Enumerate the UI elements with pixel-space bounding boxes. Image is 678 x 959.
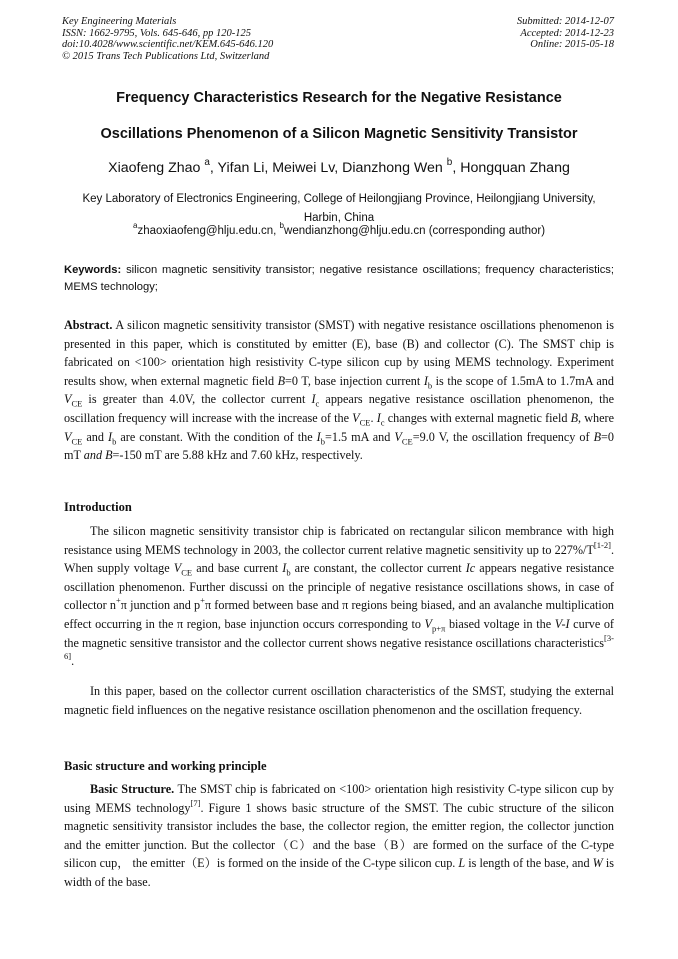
sub-p-pi: p+π bbox=[431, 623, 446, 634]
basic-text: . Figure 1 shows basic structure of the SMST. The cubic structure of the silicon magnetic sensitivity transistor includes the base, the collector region, the emitter region, the collector junction and the emitter junction. But the collector（C）and the base（B）are formed on the surface of the C-type silicon cup， the emitter（E）is formed on the inside of the C-type silicon cup. bbox=[64, 800, 614, 871]
var-Ic: Ic bbox=[465, 561, 476, 576]
email-b-sup: b bbox=[279, 221, 285, 231]
doi-line: doi:10.4028/www.scientific.net/KEM.645-646.120 bbox=[62, 39, 274, 50]
abstract-text: and bbox=[82, 429, 108, 444]
intro-text: are constant, the collector current bbox=[290, 561, 466, 576]
var-V: V bbox=[64, 392, 72, 407]
var-and-B: and B bbox=[83, 448, 113, 463]
intro-text: π junction and p bbox=[120, 598, 201, 613]
citation-ref[interactable]: [1-2] bbox=[593, 539, 611, 550]
abstract-text: . bbox=[370, 410, 377, 425]
var-B: B bbox=[277, 373, 286, 388]
intro-text: The silicon magnetic sensitivity transistor chip is fabricated on rectangular silicon membrance with high resistance using MEMS technology in 2003, the collector current relative magnetic sensitivity up to 227%/T bbox=[64, 524, 614, 557]
abstract-text: are constant. With the condition of the bbox=[116, 429, 317, 444]
var-B: B bbox=[593, 429, 602, 444]
author-1: Xiaofeng Zhao bbox=[108, 160, 201, 176]
abstract-text: is the scope of 1.5mA to 1.7mA and bbox=[432, 373, 614, 388]
abstract-text: =0 T, base injection current bbox=[285, 373, 424, 388]
var-I: I bbox=[423, 373, 428, 388]
section-heading-basic-structure: Basic structure and working principle bbox=[64, 759, 267, 773]
var-B: B bbox=[570, 410, 579, 425]
var-I: I bbox=[108, 429, 113, 444]
basic-structure-label: Basic Structure. bbox=[90, 782, 175, 796]
author-list bbox=[30, 157, 648, 176]
paper-title-line-1: Frequency Characteristics Research for the Negative Resistance bbox=[116, 90, 562, 106]
journal-name: Key Engineering Materials bbox=[62, 16, 177, 27]
var-VI: V-I bbox=[554, 616, 570, 631]
intro-paragraph-1 bbox=[64, 522, 614, 671]
abstract-text: =0 mT bbox=[64, 429, 614, 463]
author-emails bbox=[64, 221, 614, 237]
author-2-sup: b bbox=[446, 157, 453, 169]
abstract-text: changes with external magnetic field bbox=[384, 410, 571, 425]
paper-title-line-2: Oscillations Phenomenon of a Silicon Magnetic Sensitivity Transistor bbox=[100, 126, 578, 142]
authors-middle: , Yifan Li, Meiwei Lv, Dianzhong Wen bbox=[209, 160, 443, 176]
email-b[interactable]: wendianzhong@hlju.edu.cn (corresponding author) bbox=[284, 225, 546, 237]
var-I: I bbox=[282, 561, 287, 576]
affiliation: Key Laboratory of Electronics Engineering, College of Heilongjiang Province, Heilongjiang University, Harbin, China bbox=[82, 193, 596, 224]
abstract-text: is greater than 4.0V, the collector current bbox=[82, 392, 312, 407]
var-V: V bbox=[64, 429, 72, 444]
submitted-date: Submitted: 2014-12-07 bbox=[516, 16, 614, 27]
var-V: V bbox=[394, 429, 402, 444]
sup-plus: + bbox=[200, 595, 205, 606]
abstract-text: =1.5 mA and bbox=[325, 429, 395, 444]
basic-structure-paragraph bbox=[64, 780, 614, 892]
abstract bbox=[64, 316, 614, 465]
dates-info bbox=[517, 16, 614, 51]
sub-CE: CE bbox=[71, 398, 83, 409]
var-V: V bbox=[173, 561, 182, 576]
abstract-text: , where bbox=[578, 410, 614, 425]
sub-c: c bbox=[380, 417, 385, 428]
authors-end: , Hongquan Zhang bbox=[452, 160, 570, 176]
accepted-date: Accepted: 2014-12-23 bbox=[520, 27, 614, 39]
var-I: I bbox=[376, 410, 381, 425]
sub-b: b bbox=[427, 380, 433, 391]
sub-b: b bbox=[320, 436, 325, 446]
keywords-label: Keywords: bbox=[64, 264, 122, 276]
email-a-sup: a bbox=[132, 221, 138, 231]
sub-c: c bbox=[315, 398, 320, 409]
journal-info bbox=[62, 16, 273, 62]
keywords-text: silicon magnetic sensitivity transistor; negative resistance oscillations; frequency characteristics; MEMS technology; bbox=[64, 264, 614, 293]
var-I: I bbox=[316, 429, 321, 444]
intro-text: π formed between base and π regions being biased, and an avalanche multiplication effect occurring in the π region, base injunction occurs corresponding to bbox=[64, 598, 615, 631]
sub-CE: CE bbox=[181, 567, 193, 578]
var-W: W bbox=[592, 856, 603, 871]
sup-plus: + bbox=[115, 595, 121, 606]
online-date: Online: 2015-05-18 bbox=[530, 39, 614, 50]
copyright-line: © 2015 Trans Tech Publications Ltd, Switzerland bbox=[62, 50, 270, 62]
intro-text: appears negative resistance oscillation phenomenon. Further discussi on the principle of negative resistance oscillations shows, in case of collector n bbox=[64, 561, 615, 613]
abstract-text: =9.0 V, the oscillation frequency of bbox=[412, 429, 594, 444]
var-I: I bbox=[311, 392, 316, 407]
sub-b: b bbox=[112, 436, 117, 446]
abstract-text: A silicon magnetic sensitivity transistor (SMST) with negative resistance oscillations phenomenon is presented in this paper, which is constituted by emitter (E), base (B) and collector (C). The SMST chip is fabricated on <100> orientation high resistivity C-type silicon cup by using MEMS technology. Experiment results show, when external magnetic field bbox=[64, 318, 614, 388]
var-L: L bbox=[458, 856, 466, 871]
var-V: V bbox=[424, 616, 432, 631]
abstract-label: Abstract. bbox=[64, 318, 113, 332]
basic-text: is width of the base. bbox=[64, 856, 614, 889]
basic-text: The SMST chip is fabricated on <100> orientation high resistivity C-type silicon cup by using MEMS technology bbox=[64, 782, 615, 815]
author-1-sup: a bbox=[204, 157, 210, 169]
intro-text: . bbox=[71, 654, 75, 669]
intro-text: biased voltage in the bbox=[445, 616, 555, 631]
basic-text: is length of the base, and bbox=[465, 856, 593, 871]
intro-paragraph-2: In this paper, based on the collector current oscillation characteristics of the SMST, studying the external magnetic field influences on the negative resistance oscillation phenomenon and the oscillation frequency. bbox=[64, 684, 614, 717]
issn-line: ISSN: 1662-9795, Vols. 645-646, pp 120-125 bbox=[62, 27, 251, 39]
citation-ref[interactable]: [7] bbox=[190, 797, 201, 808]
keywords bbox=[64, 262, 614, 296]
sub-CE: CE bbox=[71, 436, 83, 446]
sub-CE: CE bbox=[359, 417, 371, 428]
email-a[interactable]: zhaoxiaofeng@hlju.edu.cn, bbox=[137, 225, 280, 237]
abstract-text: appears negative resistance oscillation phenomenon, the oscillation frequency will increase with the increase of the bbox=[64, 392, 615, 425]
abstract-text: =-150 mT are 5.88 kHz and 7.60 kHz, respectively. bbox=[112, 448, 363, 463]
var-V: V bbox=[352, 410, 360, 425]
intro-text: and base current bbox=[192, 561, 283, 576]
sub-CE: CE bbox=[401, 436, 413, 446]
intro-text: curve of the magnetic sensitive transistor and the collector current shows negative resistance oscillations characteristics bbox=[64, 616, 614, 650]
sub-b: b bbox=[286, 567, 291, 578]
citation-ref[interactable]: [3-6] bbox=[64, 632, 614, 662]
intro-text: . When supply voltage bbox=[64, 542, 614, 576]
section-heading-introduction: Introduction bbox=[64, 500, 132, 514]
